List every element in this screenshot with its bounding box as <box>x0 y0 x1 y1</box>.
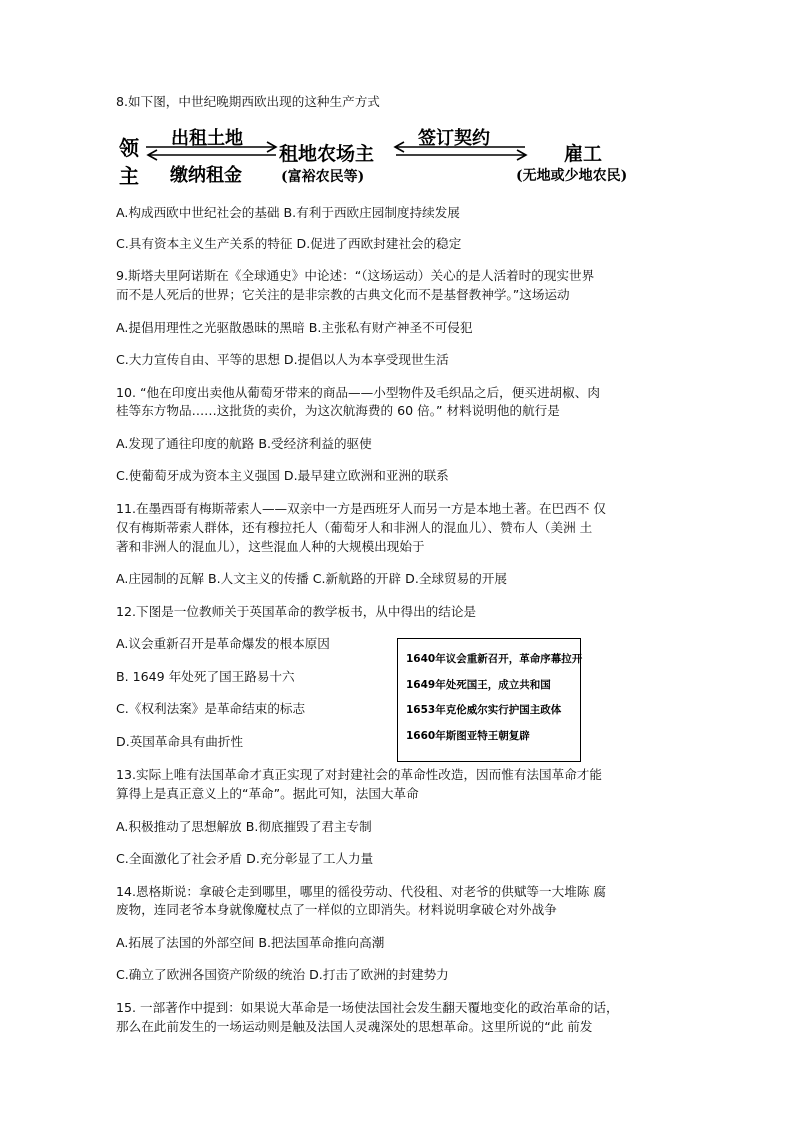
q9-stem-1: 9.斯塔夫里阿诺斯在《全球通史》中论述：“（这场运动）关心的是人活着时的现实世界 <box>116 268 595 283</box>
q10-options-ab: A.发现了通往印度的航路 B.受经济利益的驱使 <box>116 436 372 451</box>
q14-stem-2: 废物，连同老爷本身就像魔杖点了一样似的立即消失。材料说明拿破仑对外战争 <box>116 902 557 917</box>
q8-stem: 8.如下图，中世纪晚期西欧出现的这种生产方式 <box>116 94 380 109</box>
rent-land-label: 出租土地 <box>171 128 243 149</box>
q15-stem-1: 15. 一部著作中提到：如果说大革命是一场使法国社会发生翻天覆地变化的政治革命的话， <box>116 1000 619 1015</box>
q13-stem-1: 13.实际上唯有法国革命才真正实现了对封建社会的革命性改造，因而惟有法国革命才能 <box>116 767 602 782</box>
q13-options-cd: C.全面激化了社会矛盾 D.充分彰显了工人力量 <box>116 851 374 866</box>
q12-option-d: D.英国革命具有曲折性 <box>116 734 244 749</box>
tenant-farmer-label: 租地农场主 <box>279 143 375 165</box>
lord-char-1: 领 <box>119 136 139 160</box>
q15-stem-2: 那么在此前发生的一场运动则是触及法国人灵魂深处的思想革命。这里所说的“此 前发 <box>116 1019 593 1034</box>
q12-option-a: A.议会重新召开是革命爆发的根本原因 <box>116 636 330 651</box>
q14-options-ab: A.拓展了法国的外部空间 B.把法国革命推向高潮 <box>116 935 385 950</box>
q8-options-ab: A.构成西欧中世纪社会的基础 B.有利于西欧庄园制度持续发展 <box>116 205 460 220</box>
q8-diagram <box>116 122 676 194</box>
hired-worker-note: (无地或少地农民) <box>516 168 628 184</box>
board-line: 1640年议会重新召开，革命序幕拉开 <box>406 653 583 665</box>
sign-contract-label: 签订契约 <box>418 128 490 149</box>
q11-stem-1: 11.在墨西哥有梅斯蒂索人——双亲中一方是西班牙人而另一方是本地土著。在巴西不 仅 <box>116 501 607 516</box>
q12-blackboard <box>397 638 581 762</box>
q14-stem-1: 14.恩格斯说：拿破仑走到哪里，哪里的徭役劳动、代役租、对老爷的供赋等一大堆陈 腐 <box>116 884 607 899</box>
q13-stem-2: 算得上是真正意义上的“革命”。据此可知，法国大革命 <box>116 786 419 801</box>
q9-stem-2: 而不是人死后的世界；它关注的是非宗教的古典文化而不是基督教神学。”这场运动 <box>116 287 570 302</box>
q10-options-cd: C.使葡萄牙成为资本主义强国 D.最早建立欧洲和亚洲的联系 <box>116 468 449 483</box>
q12-stem: 12.下图是一位教师关于英国革命的教学板书，从中得出的结论是 <box>116 604 477 619</box>
q10-stem-2: 桂等东方物品……这批货的卖价，为这次航海费的 60 倍。” 材料说明他的航行是 <box>116 403 560 418</box>
q10-stem-1: 10. “他在印度出卖他从葡萄牙带来的商品——小型物件及毛织品之后，便买进胡椒、肉 <box>116 385 600 400</box>
lord-char-2: 主 <box>119 164 139 188</box>
q11-options: A.庄园制的瓦解 B.人文主义的传播 C.新航路的开辟 D.全球贸易的开展 <box>116 571 507 586</box>
q13-options-ab: A.积极推动了思想解放 B.彻底摧毁了君主专制 <box>116 819 372 834</box>
board-line: 1649年处死国王，成立共和国 <box>406 678 551 691</box>
q8-options-cd: C.具有资本主义生产关系的特征 D.促进了西欧封建社会的稳定 <box>116 236 462 251</box>
q12-option-c: C.《权利法案》是革命结束的标志 <box>116 701 306 716</box>
q12-option-b: B. 1649 年处死了国王路易十六 <box>116 669 295 684</box>
q14-options-cd: C.确立了欧洲各国资产阶级的统治 D.打击了欧洲的封建势力 <box>116 967 449 982</box>
pay-rent-label: 缴纳租金 <box>170 165 242 186</box>
hired-worker-label: 雇工 <box>564 143 603 165</box>
q11-stem-3: 著和非洲人的混血儿），这些混血人种的大规模出现始于 <box>116 539 425 554</box>
q9-options-ab: A.提倡用理性之光驱散愚昧的黑暗 B.主张私有财产神圣不可侵犯 <box>116 320 473 335</box>
board-line: 1660年斯图亚特王朝复辟 <box>406 729 530 742</box>
q11-stem-2: 仅有梅斯蒂索人群体，还有穆拉托人（葡萄牙人和非洲人的混血儿）、赞布人（美洲 土 <box>116 520 593 535</box>
board-line: 1653年克伦威尔实行护国主政体 <box>406 704 562 716</box>
q9-options-cd: C.大力宣传自由、平等的思想 D.提倡以人为本享受现世生活 <box>116 352 449 367</box>
tenant-farmer-note: (富裕农民等) <box>281 169 365 185</box>
